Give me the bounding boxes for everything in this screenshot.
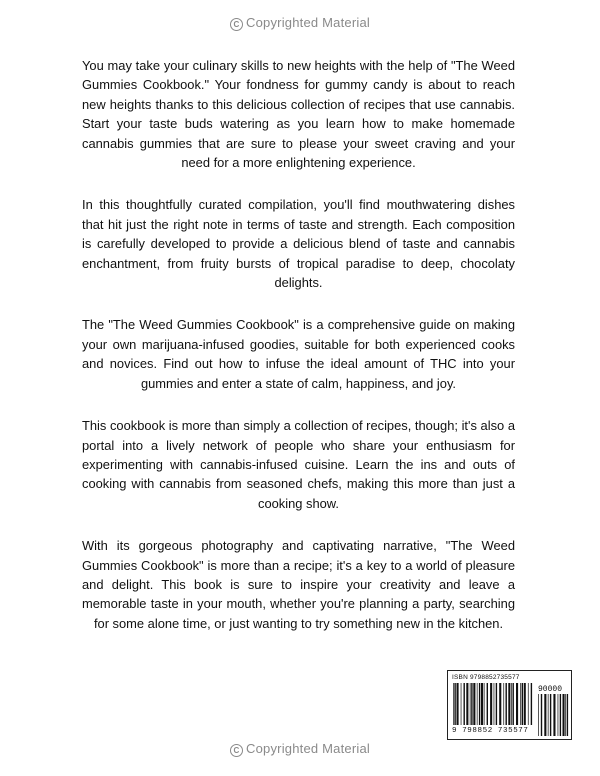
barcode-bar [499, 683, 501, 725]
barcode-bar [541, 694, 542, 736]
barcode-bar [454, 683, 455, 725]
back-cover-blurb [82, 56, 515, 656]
blurb-paragraph: In this thoughtfully curated compilation, you'll find mouthwatering dishes that hit just the right note in terms of taste and strength. Each composition is carefully developed to provide a delicious blend of taste and cannabis enchantment, from fruity bursts of tropical paradise to deep, chocolaty delights. [82, 197, 515, 291]
barcode-bar [484, 683, 485, 725]
barcode-bar [516, 683, 518, 725]
barcode-bar [522, 683, 523, 725]
blurb-paragraph: The "The Weed Gummies Cookbook" is a comprehensive guide on making your own marijuana-infused goodies, suitable for both experienced cooks and novices. Find out how to infuse the ideal amount of THC into your gummies and enter a state of calm, happiness, and joy. [82, 317, 515, 391]
barcode-bar [553, 694, 555, 736]
barcode-bar [528, 683, 529, 725]
isbn-label: ISBN 9798852735577 [452, 674, 520, 681]
watermark-bottom [0, 741, 600, 757]
barcode-bar [494, 683, 495, 725]
barcode-bar [538, 694, 539, 736]
barcode-bar [567, 694, 568, 736]
barcode-bar [531, 683, 532, 725]
watermark-top [0, 15, 600, 31]
barcode-bar [520, 683, 521, 725]
barcode-bar [473, 683, 475, 725]
barcode-bar [513, 683, 514, 725]
copyright-icon: C [230, 744, 243, 757]
blurb-paragraph: With its gorgeous photography and captivating narrative, "The Weed Gummies Cookbook" is more than a recipe; it's a key to a world of pleasure and delight. This book is sure to inspire your creativity and leave a memorable taste in your mouth, whether you're planning a party, searching for some alone time, or just wanting to try something new in the kitchen. [82, 538, 515, 631]
price-code: 90000 [538, 685, 563, 694]
barcode-bar [508, 683, 510, 725]
barcode-bar [470, 683, 471, 725]
barcode-bar [550, 694, 551, 736]
barcode-bar [503, 683, 504, 725]
barcode-bar [466, 683, 468, 725]
blurb-paragraph: This cookbook is more than simply a collection of recipes, though; it's also a portal into a lively network of people who share your enthusiasm for experimenting with cannabis-infused cuisine. Learn the ins and outs of cooking with cannabis from seasoned chefs, making this more than just a cooking show. [82, 418, 515, 511]
barcode-bar [464, 683, 465, 725]
barcode-bar [453, 683, 454, 725]
barcode-bar [471, 683, 472, 725]
barcode-bar [560, 694, 561, 736]
barcode-bar [548, 694, 549, 736]
barcode-digits: 9 798852 735577 [452, 727, 529, 735]
copyright-icon: C [230, 18, 243, 31]
barcode-addon-bars [537, 694, 569, 736]
barcode-bar [479, 683, 480, 725]
watermark-text: Copyrighted Material [246, 15, 370, 30]
barcode-bar [524, 683, 526, 725]
barcode-bar [496, 683, 497, 725]
barcode-bar [565, 694, 566, 736]
barcode-bar [544, 694, 546, 736]
barcode-bar [477, 683, 478, 725]
barcode-bar [511, 683, 512, 725]
blurb-paragraph: You may take your culinary skills to new heights with the help of "The Weed Gummies Cookbook." Your fondness for gummy candy is about to reach new heights thanks to this delicious collection of recipes that use cannabis. Start your taste buds watering as you learn how to make homemade cannabis gummies that are sure to please your sweet craving and your need for a more enlightening experience. [82, 58, 515, 171]
barcode-bar [506, 683, 507, 725]
barcode-bar [490, 683, 492, 725]
barcode-bar [457, 683, 459, 725]
barcode-bar [558, 694, 559, 736]
barcode-bar [487, 683, 488, 725]
watermark-text: Copyrighted Material [246, 741, 370, 756]
barcode-main-bars [452, 683, 534, 725]
barcode-bar [461, 683, 462, 725]
barcode-bar [481, 683, 483, 725]
barcode-bar [563, 694, 565, 736]
